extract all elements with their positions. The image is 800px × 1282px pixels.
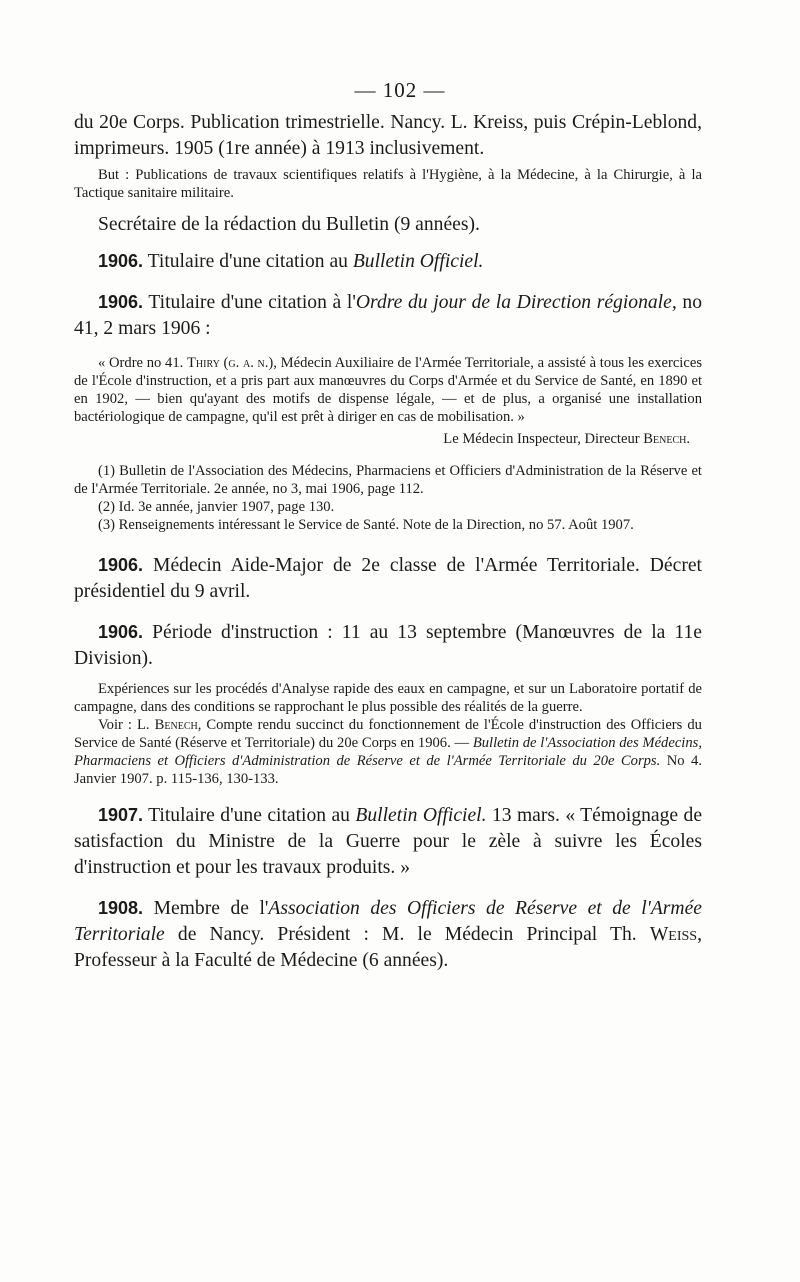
entry-1907-citation: [74, 802, 702, 881]
note-experiences: Expériences sur les procédés d'Analyse rapide des eaux en campagne, et sur un Laboratoire portatif de campagne, dans des conditions se rapprochant le plus possible des réalités de la guerre.: [74, 681, 702, 715]
signature-title: Le Médecin Inspecteur, Directeur: [443, 431, 640, 447]
note-voir: [74, 716, 702, 788]
entry-text: Titulaire d'une citation au: [147, 251, 348, 272]
quote-ordre: [74, 354, 702, 426]
quote-body: Médecin Auxiliaire de l'Armée Territoriale, a assisté à tous les exercices de l'École d'instruction, et a pris part aux manœuvres du Corps d'Armée et du Service de Santé, en 1890 et en 1902, — bien qu'ayant des motifs de dispense légale, — et de plus, a organisé une installation bactériologique de campagne, qu'il est prêt à diriger en cas de mobilisation. »: [74, 355, 703, 425]
footnote: (2) Id. 3e année, janvier 1907, page 130.: [98, 499, 335, 515]
entry-text: Titulaire d'une citation au: [148, 805, 350, 826]
entry-text: Titulaire d'une citation à l': [148, 292, 356, 313]
footnote: (1) Bulletin de l'Association des Médecins, Pharmaciens et Officiers d'Administration de la Réserve et de l'Armée Territoriale. 2e année, no 3, mai 1906, page 112.: [74, 463, 702, 497]
entry-year: 1906.: [98, 622, 144, 642]
paragraph-bulletin: du 20e Corps. Publication trimestrielle. Nancy. L. Kreiss, puis Crépin-Leblond, imprimeurs. 1905 (1re année) à 1913 inclusivement.: [74, 112, 702, 159]
entry-year: 1908.: [98, 898, 144, 918]
footnote: (3) Renseignements intéressant le Service de Santé. Note de la Direction, no 57. Août 1907.: [98, 517, 634, 533]
voir-text: Compte rendu succinct du fonctionnement de l'École d'instruction des Officiers du Service de Santé (Réserve et Territoriale) du 20e Corps en 1906. —: [74, 717, 702, 751]
voir-lead: Voir : L.: [98, 717, 150, 733]
page-number: — 102 —: [354, 78, 446, 102]
entry-text: no 41, 2 mars 1906 :: [74, 292, 702, 339]
entry-italic: Bulletin Officiel.: [352, 251, 484, 272]
page-body: [74, 110, 702, 974]
entry-1906-ordre-du-jour: [74, 289, 702, 342]
entry-1906-aide-major: [74, 552, 702, 605]
entry-italic: Bulletin Officiel.: [355, 805, 487, 826]
quote-name: Thiry (g. a. n.),: [187, 355, 277, 371]
note-bulletin-purpose: But : Publications de travaux scientifiques relatifs à l'Hygiène, à la Médecine, à la Chirurgie, à la Tactique sanitaire militaire.: [74, 167, 702, 201]
entry-year: 1906.: [98, 292, 144, 312]
entry-year: 1907.: [98, 805, 144, 825]
quote-lead: « Ordre no 41.: [98, 355, 184, 371]
entry-text: Professeur à la Faculté de Médecine (6 années).: [74, 950, 449, 971]
entry-text: de Nancy. Président : M. le Médecin Principal Th.: [177, 924, 637, 945]
entry-year: 1906.: [98, 251, 144, 271]
entry-year: 1906.: [98, 555, 144, 575]
footnotes: [74, 462, 702, 534]
voir-name: Benech,: [154, 717, 202, 733]
entry-text: Médecin Aide-Major de 2e classe de l'Armée Territoriale. Décret présidentiel du 9 avril.: [74, 555, 702, 602]
entry-name: Weiss,: [649, 924, 702, 945]
entry-text: Membre de l': [153, 898, 269, 919]
signature-name: Benech.: [643, 431, 690, 447]
paragraph-secretary: Secrétaire de la rédaction du Bulletin (9 années).: [98, 214, 480, 235]
entry-text: Période d'instruction : 11 au 13 septembre (Manœuvres de la 11e Division).: [74, 622, 702, 669]
voir-ref: No 4. Janvier 1907. p. 115-136, 130-133.: [74, 753, 702, 787]
entry-1906-citation: [74, 248, 702, 275]
entry-text: 13 mars. « Témoignage de satisfaction du Ministre de la Guerre pour le zèle à suivre les Écoles d'instruction et pour les travaux produits. »: [74, 805, 703, 878]
entry-italic: Ordre du jour de la Direction régionale,: [355, 292, 677, 313]
quote-signature: [74, 430, 702, 448]
entry-1906-instruction: [74, 619, 702, 672]
entry-1908-membre: [74, 895, 702, 974]
entry-italic: Association des Officiers de Réserve et de l'Armée Territoriale: [74, 898, 702, 945]
voir-italic: Bulletin de l'Association des Médecins, Pharmaciens et Officiers d'Administration de Réserve et de l'Armée Territoriale du 20e Corps.: [74, 735, 702, 769]
